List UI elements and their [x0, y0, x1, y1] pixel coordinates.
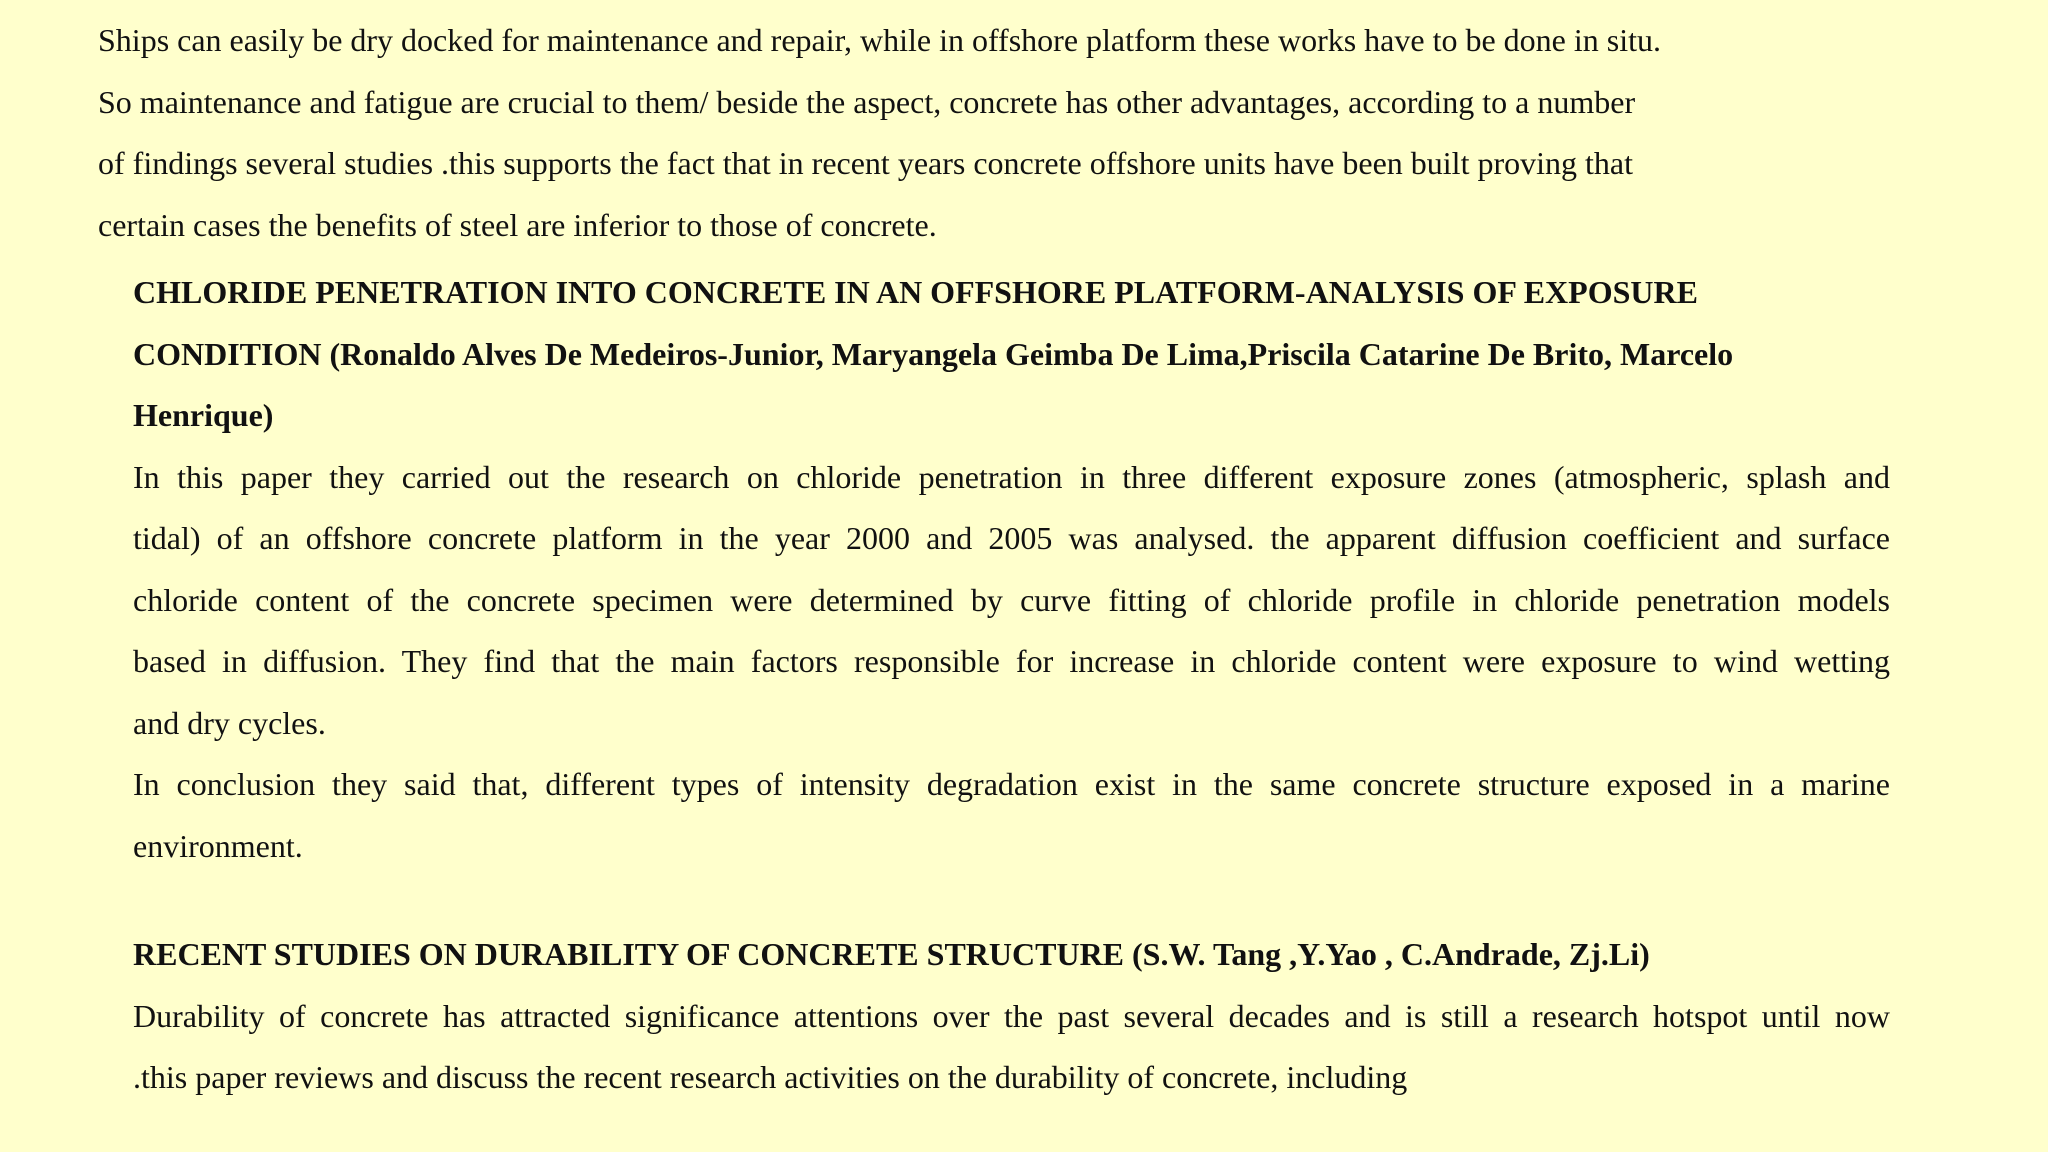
section-heading — [133, 262, 1890, 447]
heading-line: Henrique) — [133, 397, 274, 433]
section-heading — [133, 924, 1890, 986]
section-recent-studies — [133, 924, 1890, 1109]
heading-line: CONDITION (Ronaldo Alves De Medeiros-Junior, Maryangela Geimba De Lima,Priscila Catarine De Brito, Marcelo — [133, 335, 1734, 372]
paragraph-line: .this paper reviews and discuss the recent research activities on the durability of concrete, including — [133, 1059, 1408, 1095]
body-paragraph — [133, 447, 1890, 755]
paragraph-line: tidal) of an offshore concrete platform in the year 2000 and 2005 was analysed. the apparent diffusion coefficient and surface — [133, 520, 1890, 556]
intro-line: of findings several studies .this supports the fact that in recent years concrete offshore units have been built proving that — [98, 145, 1633, 181]
paragraph-line: In this paper they carried out the research on chloride penetration in three different exposure zones (atmospheric, splash and — [133, 458, 1890, 495]
paragraph-line: In conclusion they said that, different types of intensity degradation exist in the same concrete structure exposed in a marine — [133, 766, 1890, 802]
heading-line: CHLORIDE PENETRATION INTO CONCRETE IN AN OFFSHORE PLATFORM-ANALYSIS OF EXPOSURE — [133, 274, 1698, 310]
section-chloride-penetration — [133, 262, 1890, 877]
paragraph-line: chloride content of the concrete specimen were determined by curve fitting of chloride profile in chloride penetration models — [133, 581, 1890, 618]
heading-line: RECENT STUDIES ON DURABILITY OF CONCRETE STRUCTURE (S.W. Tang ,Y.Yao , C.Andrade, Zj.Li) — [133, 936, 1650, 972]
intro-line: Ships can easily be dry docked for maintenance and repair, while in offshore platform these works have to be done in situ. — [98, 22, 1661, 58]
intro-paragraph — [98, 10, 1978, 256]
paragraph-line: Durability of concrete has attracted significance attentions over the past several decades and is still a research hotspot until now — [133, 997, 1890, 1034]
paragraph-line: environment. — [133, 827, 303, 864]
body-paragraph — [133, 986, 1890, 1109]
intro-line: certain cases the benefits of steel are inferior to those of concrete. — [98, 206, 937, 243]
conclusion-paragraph — [133, 754, 1890, 877]
intro-line: So maintenance and fatigue are crucial to them/ beside the aspect, concrete has other advantages, according to a number — [98, 83, 1636, 120]
paragraph-line: and dry cycles. — [133, 704, 326, 741]
paragraph-line: based in diffusion. They find that the main factors responsible for increase in chloride content were exposure to wind wetting — [133, 643, 1890, 679]
